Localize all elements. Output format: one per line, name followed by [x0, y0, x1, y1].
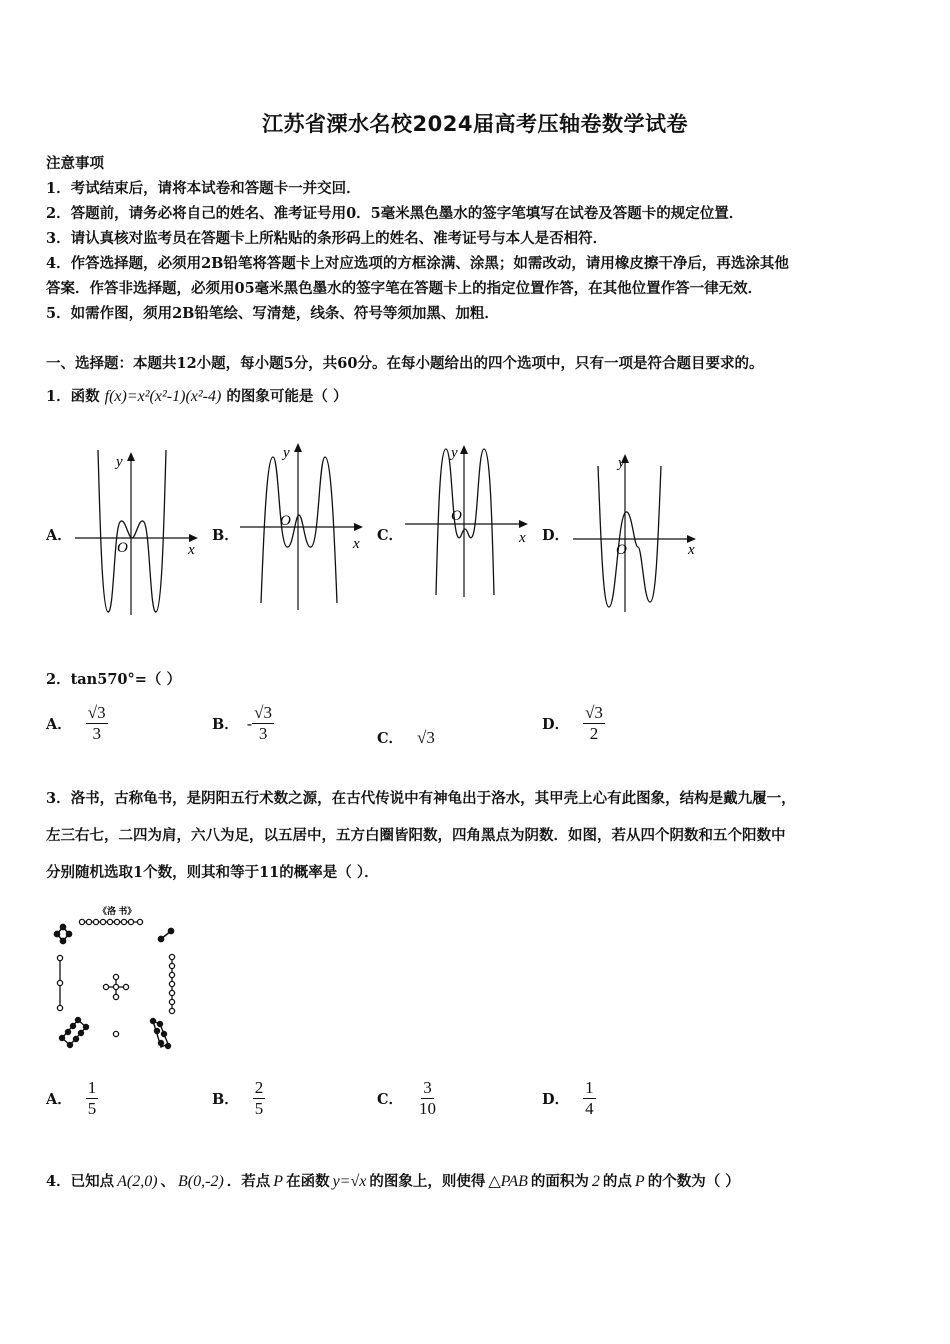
q1-option-b-label: B．: [212, 527, 239, 544]
q1-formula: f(x)=x²(x²-1)(x²-4): [104, 388, 222, 405]
denominator: 3: [92, 724, 101, 743]
denominator: 3: [258, 724, 268, 743]
q2-option-c: [377, 727, 435, 748]
luoshu-caption: 《洛 书》: [98, 906, 137, 916]
luoshu-figure: [48, 903, 188, 1053]
option-label: D．: [542, 1091, 570, 1108]
question-3-line: 3．洛书，古称龟书，是阴阳五行术数之源，在古代传说中有神龟出于洛水，其甲壳上心有此图象，结构是戴九履一，: [46, 790, 796, 807]
denominator: 5: [87, 1099, 97, 1118]
point-a: A(2,0): [117, 1173, 158, 1190]
numerator: √3: [254, 703, 273, 722]
q1-option-c-label: C．: [377, 527, 404, 544]
denominator: 5: [254, 1099, 264, 1118]
page-title: 江苏省溧水名校2024届高考压轴卷数学试卷: [262, 112, 688, 136]
axis-x-label: x: [188, 542, 195, 558]
numerator: 1: [87, 1078, 97, 1097]
q2-option-a: [46, 703, 108, 744]
denominator: 4: [585, 1099, 594, 1118]
notice-item: 5．如需作图，须用2B铅笔绘、写清楚，线条、符号等须加黑、加粗．: [46, 305, 499, 322]
numerator: √3: [87, 703, 106, 722]
point-b: B(0,-2): [178, 1173, 224, 1190]
numerator: 2: [254, 1078, 264, 1097]
denominator: 10: [419, 1099, 437, 1118]
q3-option-d: [542, 1078, 596, 1119]
origin-label: O: [280, 513, 291, 529]
area-value: 2: [591, 1173, 600, 1190]
point-p: P: [273, 1173, 284, 1190]
question-4: [46, 1170, 740, 1191]
axis-y-label: y: [618, 455, 625, 471]
q2-option-d: [542, 703, 605, 744]
section-heading: 一、选择题：本题共12小题，每小题5分，共60分。在每小题给出的四个选项中，只有一项是符合题目要求的。: [46, 355, 764, 372]
axis-y-label: y: [283, 445, 290, 461]
q4-text: 的点: [602, 1173, 632, 1190]
q4-text: 的个数为（ ）: [647, 1173, 740, 1190]
q4-text: 、: [160, 1173, 176, 1190]
origin-label: O: [117, 540, 128, 556]
q3-option-a: [46, 1078, 98, 1119]
q3-option-b: [212, 1078, 265, 1119]
notice-heading: 注意事项: [46, 155, 104, 172]
option-label: C．: [377, 730, 404, 747]
notice-item: 3．请认真核对监考员在答题卡上所粘贴的条形码上的姓名、准考证号与本人是否相符．: [46, 230, 608, 247]
minus-sign: -: [246, 714, 253, 733]
axis-y-label: y: [451, 445, 458, 461]
value: √3: [417, 727, 435, 747]
q4-text: ．若点: [226, 1173, 271, 1190]
question-1: [46, 385, 347, 406]
notice-item: 2．答题前，请务必将自己的姓名、准考证号用0．5毫米黑色墨水的签字笔填写在试卷及答题卡的规定位置．: [46, 205, 744, 222]
option-label: D．: [542, 716, 570, 733]
option-label: B．: [212, 1091, 239, 1108]
option-label: B．: [212, 716, 239, 733]
origin-label: O: [616, 542, 627, 558]
notice-item: 4．作答选择题，必须用2B铅笔将答题卡上对应选项的方框涂满、涂黑；如需改动，请用橡皮擦干净后，再选涂其他: [46, 255, 789, 272]
option-label: A．: [46, 1091, 72, 1108]
function-expr: y=√x: [332, 1173, 367, 1190]
q1-number: 1．函数: [46, 388, 100, 405]
numerator: √3: [585, 703, 603, 722]
q2-option-b: [212, 703, 274, 744]
question-3-line: 左三右七，二四为肩，六八为足，以五居中，五方白圈皆阳数，四角黑点为阴数．如图，若从四个阴数和五个阳数中: [46, 827, 786, 844]
triangle-pab: △PAB: [488, 1173, 528, 1190]
q1-tail: 的图象可能是（ ）: [226, 388, 348, 405]
axis-x-label: x: [688, 542, 695, 558]
axis-x-label: x: [519, 530, 526, 546]
numerator: 1: [585, 1078, 594, 1097]
q1-graph-a: [70, 440, 205, 620]
option-label: C．: [377, 1091, 404, 1108]
origin-label: O: [451, 508, 462, 524]
q4-text: 在函数: [286, 1173, 330, 1190]
denominator: 2: [589, 724, 599, 743]
question-3-line: 分别随机选取1个数，则其和等于11的概率是（ ）．: [46, 864, 379, 881]
q1-option-d-label: D．: [542, 527, 570, 544]
q4-text: 4．已知点: [46, 1173, 115, 1190]
q1-graph-c: [400, 437, 535, 617]
point-p: P: [634, 1173, 645, 1190]
notice-item: 1．考试结束后，请将本试卷和答题卡一并交回．: [46, 180, 361, 197]
q3-option-c: [377, 1078, 438, 1119]
q1-option-a-label: A．: [46, 527, 72, 544]
axis-y-label: y: [116, 454, 123, 470]
question-2: 2．tan570°=（ ）: [46, 671, 181, 688]
q1-graph-d: [568, 442, 703, 622]
notice-item: 答案．作答非选择题，必须用05毫米黑色墨水的签字笔在答题卡上的指定位置作答，在其他位置作答一律无效．: [46, 280, 763, 297]
option-label: A．: [46, 716, 72, 733]
q4-text: 的面积为: [530, 1173, 589, 1190]
q4-text: 的图象上，则使得: [369, 1173, 486, 1190]
q1-graph-b: [235, 435, 370, 615]
numerator: 3: [423, 1078, 432, 1097]
axis-x-label: x: [353, 536, 360, 552]
